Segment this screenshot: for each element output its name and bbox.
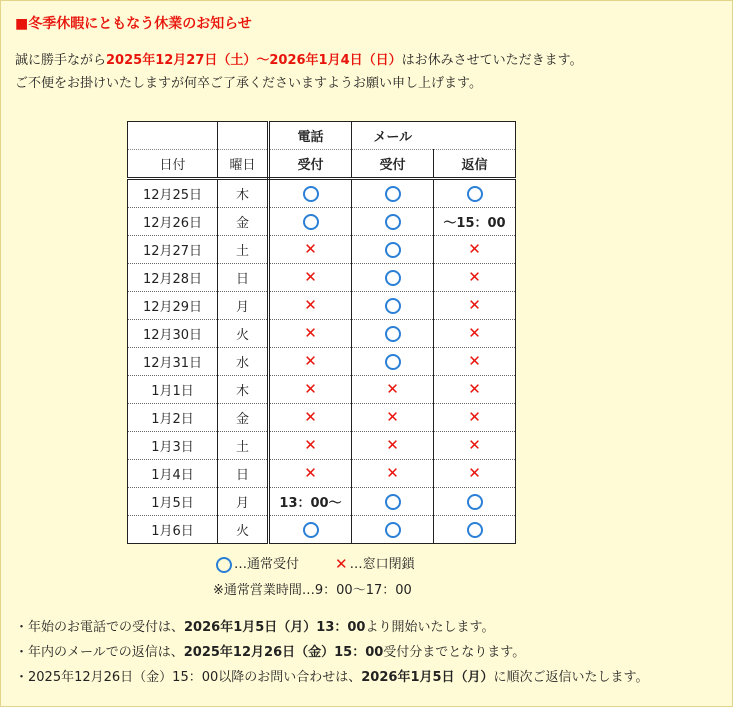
circle-icon bbox=[303, 522, 319, 538]
cross-icon: ✕ bbox=[468, 240, 481, 258]
note-emphasis: 2026年1月5日（月） bbox=[361, 670, 494, 685]
header-phone-group: 電話 bbox=[269, 122, 352, 150]
note-item bbox=[15, 640, 649, 665]
intro-post: はお休みさせていただきます。 bbox=[401, 53, 583, 68]
cross-icon: ✕ bbox=[468, 324, 481, 342]
cell-reply bbox=[434, 348, 516, 376]
cross-icon: ✕ bbox=[304, 352, 317, 370]
header-mail-group-ext bbox=[434, 122, 516, 150]
cell-mail bbox=[352, 236, 434, 264]
cell-phone bbox=[269, 348, 352, 376]
cell-dow: 日 bbox=[218, 460, 269, 488]
cell-date: 12月30日 bbox=[128, 320, 218, 348]
table-row bbox=[128, 320, 516, 348]
schedule-table bbox=[127, 121, 516, 544]
cell-dow: 土 bbox=[218, 236, 269, 264]
header-mail-recv: 受付 bbox=[352, 150, 434, 179]
cell-dow: 月 bbox=[218, 488, 269, 516]
cross-icon: ✕ bbox=[468, 352, 481, 370]
note-emphasis: 2025年12月26日（金）15：00 bbox=[183, 645, 384, 660]
cross-icon: ✕ bbox=[335, 555, 348, 573]
cell-dow: 木 bbox=[218, 179, 269, 208]
cell-dow: 金 bbox=[218, 404, 269, 432]
circle-icon bbox=[303, 214, 319, 230]
cell-dow: 日 bbox=[218, 264, 269, 292]
cell-mail bbox=[352, 292, 434, 320]
cell-reply bbox=[434, 236, 516, 264]
intro-pre: 誠に勝手ながら bbox=[15, 53, 107, 68]
table-row bbox=[128, 432, 516, 460]
cell-date: 12月29日 bbox=[128, 292, 218, 320]
header-mail-reply: 返信 bbox=[434, 150, 516, 179]
header-mail-group: メール bbox=[352, 122, 434, 150]
notes-list bbox=[15, 615, 649, 690]
cell-reply bbox=[434, 179, 516, 208]
cell-mail bbox=[352, 404, 434, 432]
header-date: 日付 bbox=[128, 150, 218, 179]
cell-date: 12月27日 bbox=[128, 236, 218, 264]
cross-icon: ✕ bbox=[468, 408, 481, 426]
note-text: より開始いたします。 bbox=[365, 620, 495, 635]
intro-line-2: ご不便をお掛けいたしますが何卒ご了承くださいますようお願い申し上げます。 bbox=[15, 76, 482, 91]
note-item bbox=[15, 665, 649, 690]
intro-line-1 bbox=[15, 49, 583, 72]
table-row bbox=[128, 460, 516, 488]
note-text: ・年始のお電話での受付は、 bbox=[15, 620, 185, 635]
cell-mail bbox=[352, 179, 434, 208]
cell-phone bbox=[269, 404, 352, 432]
circle-icon bbox=[385, 354, 401, 370]
cell-mail bbox=[352, 320, 434, 348]
circle-icon bbox=[385, 326, 401, 342]
cell-reply bbox=[434, 376, 516, 404]
circle-icon bbox=[385, 494, 401, 510]
cell-reply bbox=[434, 488, 516, 516]
circle-icon bbox=[385, 522, 401, 538]
note-text: 受付分までとなります。 bbox=[383, 645, 526, 660]
cell-phone bbox=[269, 488, 352, 516]
legend bbox=[216, 553, 415, 573]
circle-icon bbox=[467, 494, 483, 510]
cell-dow: 火 bbox=[218, 320, 269, 348]
cell-mail bbox=[352, 488, 434, 516]
circle-icon bbox=[385, 214, 401, 230]
header-date-top bbox=[128, 122, 218, 150]
cell-phone bbox=[269, 264, 352, 292]
table-row bbox=[128, 292, 516, 320]
cell-date: 1月2日 bbox=[128, 404, 218, 432]
cell-phone bbox=[269, 292, 352, 320]
time-value: 13：00～ bbox=[279, 496, 342, 511]
table-row bbox=[128, 376, 516, 404]
cross-icon: ✕ bbox=[468, 464, 481, 482]
cell-date: 1月6日 bbox=[128, 516, 218, 544]
table-row bbox=[128, 404, 516, 432]
table-header-row-2 bbox=[128, 150, 516, 179]
cell-phone bbox=[269, 432, 352, 460]
notice-title: ■冬季休暇にともなう休業のお知らせ bbox=[15, 16, 252, 32]
cell-mail bbox=[352, 348, 434, 376]
legend-open: …通常受付 bbox=[234, 557, 300, 572]
circle-icon bbox=[385, 298, 401, 314]
cell-reply bbox=[434, 264, 516, 292]
cell-dow: 土 bbox=[218, 432, 269, 460]
cell-date: 12月28日 bbox=[128, 264, 218, 292]
cell-reply bbox=[434, 516, 516, 544]
cell-dow: 月 bbox=[218, 292, 269, 320]
cell-mail bbox=[352, 516, 434, 544]
cell-reply bbox=[434, 432, 516, 460]
circle-icon bbox=[467, 186, 483, 202]
cell-mail bbox=[352, 376, 434, 404]
cell-reply bbox=[434, 404, 516, 432]
cell-phone bbox=[269, 460, 352, 488]
time-value: ～15：00 bbox=[443, 216, 506, 231]
header-dow-top bbox=[218, 122, 269, 150]
table-row bbox=[128, 516, 516, 544]
cross-icon: ✕ bbox=[304, 436, 317, 454]
cross-icon: ✕ bbox=[304, 240, 317, 258]
cell-phone bbox=[269, 516, 352, 544]
cell-date: 1月5日 bbox=[128, 488, 218, 516]
cell-dow: 水 bbox=[218, 348, 269, 376]
legend-closed: …窓口閉鎖 bbox=[349, 557, 415, 572]
cell-phone bbox=[269, 320, 352, 348]
cell-phone bbox=[269, 208, 352, 236]
cell-dow: 火 bbox=[218, 516, 269, 544]
cross-icon: ✕ bbox=[304, 408, 317, 426]
cell-mail bbox=[352, 208, 434, 236]
table-row bbox=[128, 348, 516, 376]
table-row bbox=[128, 264, 516, 292]
cell-reply bbox=[434, 208, 516, 236]
note-item bbox=[15, 615, 649, 640]
table-row bbox=[128, 488, 516, 516]
cell-reply bbox=[434, 292, 516, 320]
intro-text bbox=[15, 49, 583, 95]
cross-icon: ✕ bbox=[386, 464, 399, 482]
cross-icon: ✕ bbox=[468, 268, 481, 286]
circle-icon bbox=[385, 242, 401, 258]
cell-date: 12月25日 bbox=[128, 179, 218, 208]
circle-icon bbox=[303, 186, 319, 202]
cell-phone bbox=[269, 236, 352, 264]
cross-icon: ✕ bbox=[468, 436, 481, 454]
header-phone-recv: 受付 bbox=[269, 150, 352, 179]
note-emphasis: 2026年1月5日（月）13：00 bbox=[184, 620, 366, 635]
cross-icon: ✕ bbox=[304, 268, 317, 286]
cell-date: 12月31日 bbox=[128, 348, 218, 376]
circle-icon bbox=[216, 557, 232, 573]
cell-reply bbox=[434, 320, 516, 348]
cell-phone bbox=[269, 179, 352, 208]
cross-icon: ✕ bbox=[386, 408, 399, 426]
cell-date: 1月3日 bbox=[128, 432, 218, 460]
note-text: ・2025年12月26日（金）15：00以降のお問い合わせは、 bbox=[15, 670, 362, 685]
note-text: に順次ご返信いたします。 bbox=[493, 670, 649, 685]
circle-icon bbox=[467, 522, 483, 538]
cross-icon: ✕ bbox=[468, 296, 481, 314]
closure-period: 2025年12月27日（土）～2026年1月4日（日） bbox=[106, 53, 402, 68]
cross-icon: ✕ bbox=[386, 436, 399, 454]
cell-mail bbox=[352, 460, 434, 488]
schedule-body bbox=[128, 179, 516, 544]
table-row bbox=[128, 236, 516, 264]
note-text: ・年内のメールでの返信は、 bbox=[15, 645, 184, 660]
cross-icon: ✕ bbox=[304, 324, 317, 342]
cell-reply bbox=[434, 460, 516, 488]
cross-icon: ✕ bbox=[304, 464, 317, 482]
cell-dow: 木 bbox=[218, 376, 269, 404]
cell-phone bbox=[269, 376, 352, 404]
cell-date: 12月26日 bbox=[128, 208, 218, 236]
circle-icon bbox=[385, 270, 401, 286]
header-dow: 曜日 bbox=[218, 150, 269, 179]
cross-icon: ✕ bbox=[468, 380, 481, 398]
table-header-row-1 bbox=[128, 122, 516, 150]
cross-icon: ✕ bbox=[386, 380, 399, 398]
cell-mail bbox=[352, 264, 434, 292]
cell-date: 1月4日 bbox=[128, 460, 218, 488]
table-row bbox=[128, 179, 516, 208]
cell-mail bbox=[352, 432, 434, 460]
cell-dow: 金 bbox=[218, 208, 269, 236]
table-row bbox=[128, 208, 516, 236]
cell-date: 1月1日 bbox=[128, 376, 218, 404]
cross-icon: ✕ bbox=[304, 380, 317, 398]
cross-icon: ✕ bbox=[304, 296, 317, 314]
business-hours: ※通常営業時間…9：00～17：00 bbox=[213, 583, 412, 598]
circle-icon bbox=[385, 186, 401, 202]
